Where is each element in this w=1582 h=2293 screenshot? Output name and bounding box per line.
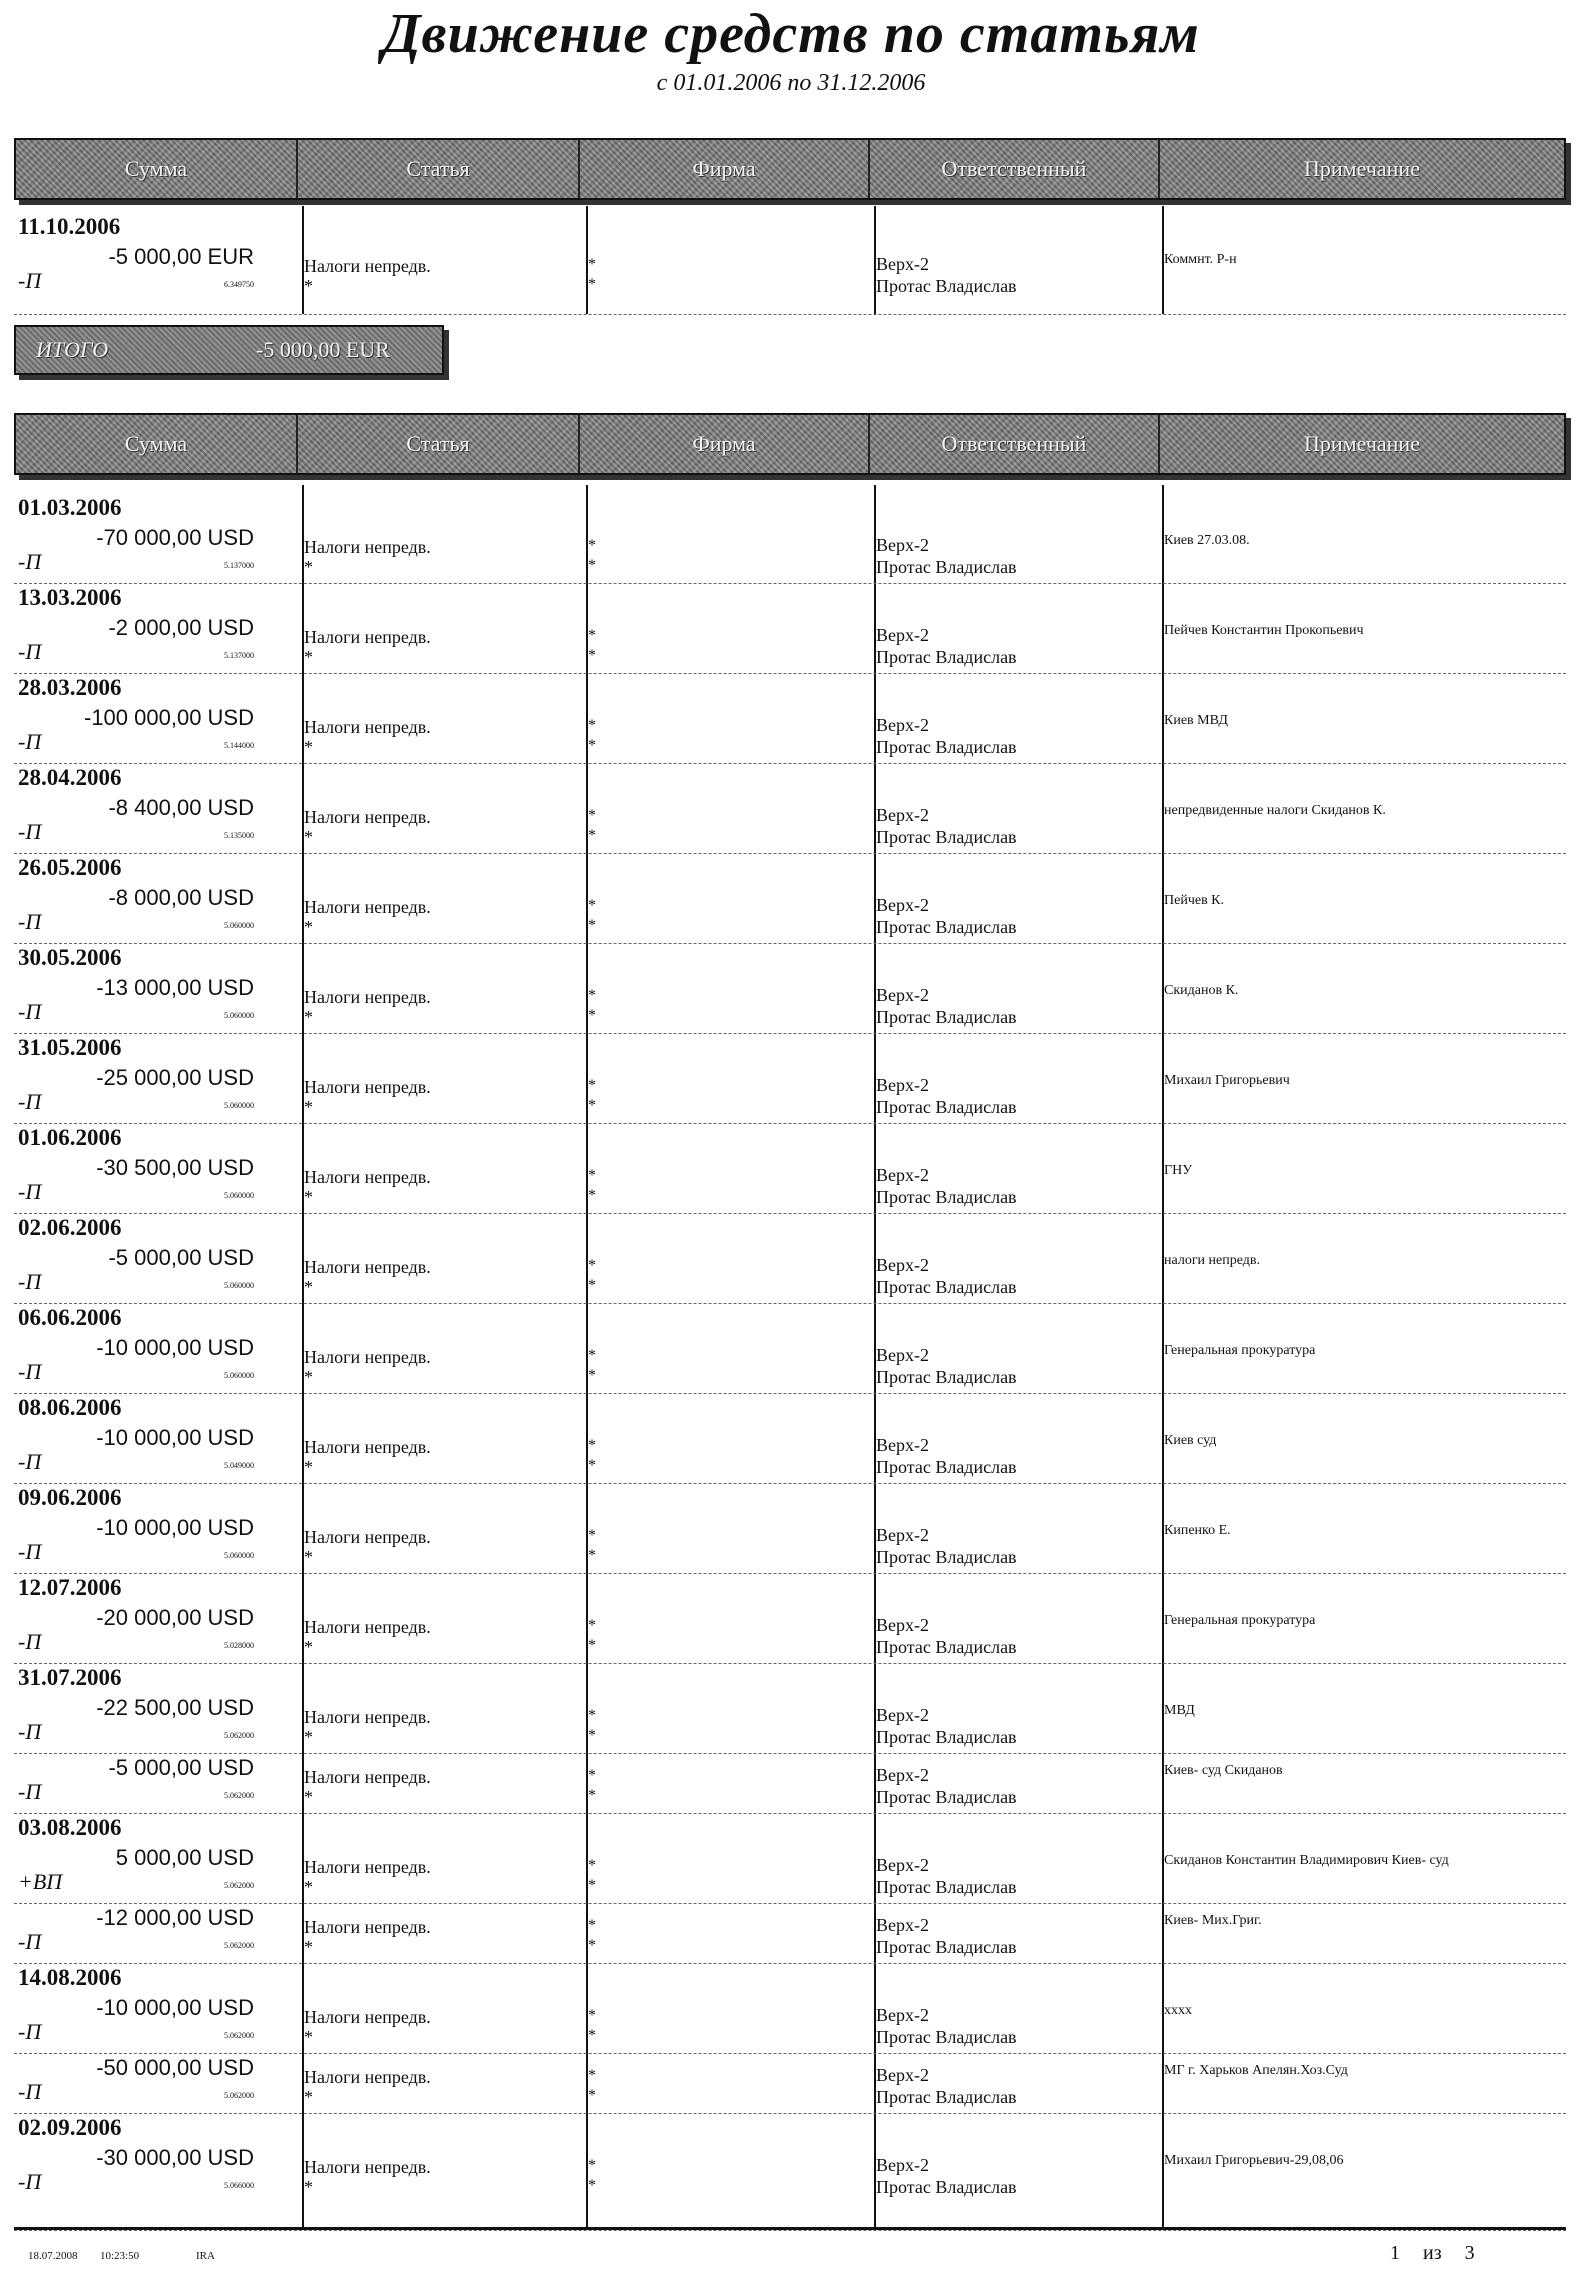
entry-responsible-person: Протас Владислав bbox=[876, 917, 1017, 937]
entry-note: Михаил Григорьевич-29,08,06 bbox=[1164, 2153, 1344, 2168]
table-section-usd bbox=[14, 485, 1566, 2230]
entry-amount: -25 000,00 USD bbox=[96, 1065, 254, 1090]
entry-article-sub: * bbox=[304, 1547, 313, 1567]
total-box bbox=[14, 325, 444, 375]
entry-note: Пейчев К. bbox=[1164, 893, 1225, 908]
entry-code: -П bbox=[18, 549, 42, 574]
entry-firm-sub: * bbox=[588, 2087, 596, 2104]
entry-note: Кипенко Е. bbox=[1164, 1523, 1231, 1538]
entry-article: Налоги непредв. bbox=[304, 1857, 431, 1877]
entry-date: 01.06.2006 bbox=[18, 1125, 122, 1150]
entry-responsible-person: Протас Владислав bbox=[876, 1457, 1017, 1477]
entry-note: Генеральная прокуратура bbox=[1164, 1343, 1316, 1358]
entry-firm: * bbox=[588, 1767, 596, 1784]
entry-responsible-dept: Верх-2 bbox=[876, 1525, 929, 1545]
entry-date: 26.05.2006 bbox=[18, 855, 122, 880]
entry-note: Киев- суд Скиданов bbox=[1164, 1763, 1283, 1778]
entry-article: Налоги непредв. bbox=[304, 1527, 431, 1547]
entry-rate: 5.062000 bbox=[224, 1731, 254, 1740]
entry-firm-sub: * bbox=[588, 557, 596, 574]
column-header-responsible: Ответственный bbox=[870, 140, 1160, 198]
table-bottom-rule bbox=[14, 2227, 1566, 2230]
table-row bbox=[14, 1663, 1566, 1754]
entry-date: 11.10.2006 bbox=[18, 214, 121, 239]
entry-article-sub: * bbox=[304, 1187, 313, 1207]
entry-firm: * bbox=[588, 1527, 596, 1544]
entry-article-sub: * bbox=[304, 1877, 313, 1897]
entry-code: -П bbox=[18, 639, 42, 664]
entry-responsible-person: Протас Владислав bbox=[876, 2027, 1017, 2047]
column-header-note: Примечание bbox=[1304, 156, 1420, 181]
entry-article-sub: * bbox=[304, 1277, 313, 1297]
entry-firm-sub: * bbox=[588, 917, 596, 934]
entry-article: Налоги непредв. bbox=[304, 1257, 431, 1277]
table-header bbox=[14, 413, 1566, 475]
entry-article-sub: * bbox=[304, 1367, 313, 1387]
column-header-article: Статья bbox=[298, 140, 580, 198]
entry-rate: 5.062000 bbox=[224, 2091, 254, 2100]
report-period: с 01.01.2006 по 31.12.2006 bbox=[656, 70, 926, 96]
entry-firm: * bbox=[588, 807, 596, 824]
entry-amount: -5 000,00 USD bbox=[108, 1245, 254, 1270]
total-label: ИТОГО bbox=[36, 337, 109, 362]
entry-article-sub: * bbox=[304, 1937, 313, 1957]
entry-rate: 5.060000 bbox=[224, 921, 254, 930]
entry-article-sub: * bbox=[304, 737, 313, 757]
entry-code: -П bbox=[18, 1269, 42, 1294]
entry-amount: -10 000,00 USD bbox=[96, 1425, 254, 1450]
entry-date: 28.04.2006 bbox=[18, 765, 122, 790]
entry-firm-sub: * bbox=[588, 1187, 596, 1204]
entry-firm-sub: * bbox=[588, 647, 596, 664]
entry-firm-sub: * bbox=[588, 1547, 596, 1564]
entry-responsible-dept: Верх-2 bbox=[876, 2005, 929, 2025]
entry-article: Налоги непредв. bbox=[304, 1707, 431, 1727]
entry-responsible-person: Протас Владислав bbox=[876, 1367, 1017, 1387]
entry-firm: * bbox=[588, 1437, 596, 1454]
entry-code: -П bbox=[18, 1089, 42, 1114]
entry-firm-sub: * bbox=[588, 1367, 596, 1384]
entry-date: 02.06.2006 bbox=[18, 1215, 122, 1240]
page-of-label: из bbox=[1423, 2242, 1442, 2264]
entry-firm: * bbox=[588, 1347, 596, 1364]
column-header-firm: Фирма bbox=[580, 415, 870, 473]
entry-date: 12.07.2006 bbox=[18, 1575, 122, 1600]
entry-firm: * bbox=[588, 2007, 596, 2024]
table-row bbox=[14, 2053, 1566, 2114]
entry-article-sub: * bbox=[304, 276, 313, 296]
entry-date: 30.05.2006 bbox=[18, 945, 122, 970]
column-header-amount: Сумма bbox=[16, 140, 298, 198]
entry-code: -П bbox=[18, 1449, 42, 1474]
entry-firm-sub: * bbox=[588, 1937, 596, 1954]
entry-code: -П bbox=[18, 268, 42, 293]
entry-note: Коммнт. Р-н bbox=[1164, 252, 1237, 267]
entry-rate: 5.062000 bbox=[224, 1941, 254, 1950]
entry-article-sub: * bbox=[304, 1787, 313, 1807]
entry-firm: * bbox=[588, 1857, 596, 1874]
column-header-amount: Сумма bbox=[16, 415, 298, 473]
entry-code: -П bbox=[18, 819, 42, 844]
entry-rate: 5.135000 bbox=[224, 831, 254, 840]
entry-responsible-person: Протас Владислав bbox=[876, 737, 1017, 757]
entry-code: -П bbox=[18, 1779, 42, 1804]
table-row bbox=[14, 853, 1566, 944]
entry-code: -П bbox=[18, 1929, 42, 1954]
entry-responsible-dept: Верх-2 bbox=[876, 2065, 929, 2085]
entry-responsible-person: Протас Владислав bbox=[876, 1187, 1017, 1207]
entry-amount: -5 000,00 USD bbox=[108, 1755, 254, 1780]
entry-firm: * bbox=[588, 897, 596, 914]
entry-rate: 5.062000 bbox=[224, 1791, 254, 1800]
entry-note: МГ г. Харьков Апелян.Хоз.Суд bbox=[1164, 2063, 1348, 2078]
entry-rate: 5.137000 bbox=[224, 651, 254, 660]
entry-firm: * bbox=[588, 987, 596, 1004]
entry-date: 31.05.2006 bbox=[18, 1035, 122, 1060]
entry-responsible-person: Протас Владислав bbox=[876, 1727, 1017, 1747]
column-header-responsible: Ответственный bbox=[870, 415, 1160, 473]
entry-article: Налоги непредв. bbox=[304, 717, 431, 737]
entry-responsible-person: Протас Владислав bbox=[876, 1097, 1017, 1117]
entry-amount: -13 000,00 USD bbox=[96, 975, 254, 1000]
entry-amount: -20 000,00 USD bbox=[96, 1605, 254, 1630]
table-row bbox=[14, 1483, 1566, 1574]
entry-rate: 5.062000 bbox=[224, 2031, 254, 2040]
entry-note: ГНУ bbox=[1164, 1163, 1193, 1178]
entry-code: -П bbox=[18, 1629, 42, 1654]
entry-rate: 5.049000 bbox=[224, 1461, 254, 1470]
entry-responsible-dept: Верх-2 bbox=[876, 1345, 929, 1365]
entry-responsible-dept: Верх-2 bbox=[876, 1915, 929, 1935]
page-indicator bbox=[1390, 2242, 1493, 2265]
entry-code: -П bbox=[18, 2019, 42, 2044]
entry-responsible-dept: Верх-2 bbox=[876, 1255, 929, 1275]
entry-responsible-dept: Верх-2 bbox=[876, 1615, 929, 1635]
entry-responsible-person: Протас Владислав bbox=[876, 1547, 1017, 1567]
entry-firm-sub: * bbox=[588, 1277, 596, 1294]
entry-amount: -5 000,00 EUR bbox=[108, 244, 254, 269]
entry-code: -П bbox=[18, 1359, 42, 1384]
entry-note: Генеральная прокуратура bbox=[1164, 1613, 1316, 1628]
entry-article-sub: * bbox=[304, 1097, 313, 1117]
entry-code: -П bbox=[18, 729, 42, 754]
entry-article-sub: * bbox=[304, 647, 313, 667]
entry-firm: * bbox=[588, 1917, 596, 1934]
entry-responsible-dept: Верх-2 bbox=[876, 1765, 929, 1785]
entry-article: Налоги непредв. bbox=[304, 256, 431, 276]
page-total: 3 bbox=[1464, 2242, 1475, 2264]
table-row bbox=[14, 1123, 1566, 1214]
entry-responsible-person: Протас Владислав bbox=[876, 1787, 1017, 1807]
print-date: 18.07.2008 bbox=[28, 2250, 78, 2262]
entry-firm: * bbox=[588, 1617, 596, 1634]
entry-firm: * bbox=[588, 2157, 596, 2174]
entry-responsible-dept: Верх-2 bbox=[876, 715, 929, 735]
entry-date: 28.03.2006 bbox=[18, 675, 122, 700]
entry-responsible-person: Протас Владислав bbox=[876, 1007, 1017, 1027]
table-row bbox=[14, 1813, 1566, 1904]
entry-firm: * bbox=[588, 537, 596, 554]
entry-rate: 5.060000 bbox=[224, 1281, 254, 1290]
table-row bbox=[14, 1393, 1566, 1484]
entry-responsible-person: Протас Владислав bbox=[876, 1937, 1017, 1957]
entry-article: Налоги непредв. bbox=[304, 2007, 431, 2027]
entry-responsible-dept: Верх-2 bbox=[876, 895, 929, 915]
entry-amount: -8 400,00 USD bbox=[108, 795, 254, 820]
entry-firm-sub: * bbox=[588, 276, 596, 293]
entry-firm-sub: * bbox=[588, 1727, 596, 1744]
table-row bbox=[14, 1033, 1566, 1124]
entry-note: Киев- Мих.Григ. bbox=[1164, 1913, 1262, 1928]
entry-article: Налоги непредв. bbox=[304, 1347, 431, 1367]
table-row bbox=[14, 583, 1566, 674]
entry-responsible-person: Протас Владислав bbox=[876, 1877, 1017, 1897]
entry-code: -П bbox=[18, 1179, 42, 1204]
entry-responsible-person: Протас Владислав bbox=[876, 647, 1017, 667]
entry-article-sub: * bbox=[304, 2087, 313, 2107]
entry-date: 08.06.2006 bbox=[18, 1395, 122, 1420]
entry-firm: * bbox=[588, 1167, 596, 1184]
entry-responsible-dept: Верх-2 bbox=[876, 1435, 929, 1455]
entry-date: 03.08.2006 bbox=[18, 1815, 122, 1840]
entry-amount: -50 000,00 USD bbox=[96, 2055, 254, 2080]
entry-note: непредвиденные налоги Скиданов К. bbox=[1164, 803, 1386, 818]
entry-amount: -8 000,00 USD bbox=[108, 885, 254, 910]
entry-firm: * bbox=[588, 256, 596, 273]
table-row bbox=[14, 1963, 1566, 2054]
entry-amount: -12 000,00 USD bbox=[96, 1905, 254, 1930]
entry-article-sub: * bbox=[304, 557, 313, 577]
entry-responsible-dept: Верх-2 bbox=[876, 1705, 929, 1725]
entry-code: -П bbox=[18, 1719, 42, 1744]
print-user: IRA bbox=[196, 2250, 215, 2262]
entry-article: Налоги непредв. bbox=[304, 1617, 431, 1637]
entry-date: 02.09.2006 bbox=[18, 2115, 122, 2140]
entry-responsible-person: Протас Владислав bbox=[876, 827, 1017, 847]
entry-rate: 5.060000 bbox=[224, 1551, 254, 1560]
entry-article-sub: * bbox=[304, 1727, 313, 1747]
table-row bbox=[14, 1753, 1566, 1814]
entry-responsible-dept: Верх-2 bbox=[876, 625, 929, 645]
entry-code: -П bbox=[18, 1539, 42, 1564]
entry-note: Пейчев Константин Прокопьевич bbox=[1164, 623, 1364, 638]
entry-rate: 5.060000 bbox=[224, 1011, 254, 1020]
entry-firm: * bbox=[588, 627, 596, 644]
entry-article-sub: * bbox=[304, 1637, 313, 1657]
report-title: Движение средств по статьям bbox=[382, 3, 1200, 65]
entry-date: 01.03.2006 bbox=[18, 495, 122, 520]
entry-firm: * bbox=[588, 1707, 596, 1724]
entry-rate: 5.060000 bbox=[224, 1371, 254, 1380]
entry-note: Киев МВД bbox=[1164, 713, 1228, 728]
entry-firm: * bbox=[588, 1077, 596, 1094]
entry-firm-sub: * bbox=[588, 1787, 596, 1804]
entry-amount: -30 500,00 USD bbox=[96, 1155, 254, 1180]
entry-code: -П bbox=[18, 2169, 42, 2194]
entry-date: 09.06.2006 bbox=[18, 1485, 122, 1510]
entry-responsible-dept: Верх-2 bbox=[876, 254, 929, 274]
entry-note: Киев суд bbox=[1164, 1433, 1217, 1448]
entry-responsible-person: Протас Владислав bbox=[876, 557, 1017, 577]
entry-rate: 5.144000 bbox=[224, 741, 254, 750]
entry-article-sub: * bbox=[304, 1007, 313, 1027]
entry-firm-sub: * bbox=[588, 1007, 596, 1024]
entry-article: Налоги непредв. bbox=[304, 987, 431, 1007]
entry-article: Налоги непредв. bbox=[304, 1167, 431, 1187]
entry-article: Налоги непредв. bbox=[304, 2157, 431, 2177]
entry-firm-sub: * bbox=[588, 2027, 596, 2044]
entry-rate: 5.028000 bbox=[224, 1641, 254, 1650]
entry-note: налоги непредв. bbox=[1164, 1253, 1261, 1268]
entry-firm: * bbox=[588, 1257, 596, 1274]
table-row bbox=[14, 673, 1566, 764]
entry-article: Налоги непредв. bbox=[304, 897, 431, 917]
table-row bbox=[14, 1213, 1566, 1304]
entry-amount: -100 000,00 USD bbox=[84, 705, 254, 730]
entry-note: МВД bbox=[1164, 1703, 1195, 1718]
entry-responsible-person: Протас Владислав bbox=[876, 2087, 1017, 2107]
entry-article: Налоги непредв. bbox=[304, 1917, 431, 1937]
entry-rate: 6.349750 bbox=[224, 280, 254, 289]
entry-date: 06.06.2006 bbox=[18, 1305, 122, 1330]
entry-firm-sub: * bbox=[588, 827, 596, 844]
entry-article-sub: * bbox=[304, 827, 313, 847]
entry-responsible-dept: Верх-2 bbox=[876, 2155, 929, 2175]
entry-firm-sub: * bbox=[588, 737, 596, 754]
entry-amount: -2 000,00 USD bbox=[108, 615, 254, 640]
entry-firm: * bbox=[588, 2067, 596, 2084]
entry-firm-sub: * bbox=[588, 2177, 596, 2194]
table-header bbox=[14, 138, 1566, 200]
entry-rate: 5.066000 bbox=[224, 2181, 254, 2190]
entry-code: -П bbox=[18, 909, 42, 934]
entry-rate: 5.060000 bbox=[224, 1101, 254, 1110]
entry-article-sub: * bbox=[304, 917, 313, 937]
entry-responsible-person: Протас Владислав bbox=[876, 1277, 1017, 1297]
entry-rate: 5.137000 bbox=[224, 561, 254, 570]
entry-article: Налоги непредв. bbox=[304, 1767, 431, 1787]
table-row bbox=[14, 943, 1566, 1034]
entry-responsible-person: Протас Владислав bbox=[876, 1637, 1017, 1657]
table-row bbox=[14, 1303, 1566, 1394]
table-row bbox=[14, 763, 1566, 854]
entry-note: Киев 27.03.08. bbox=[1164, 533, 1250, 548]
entry-responsible-dept: Верх-2 bbox=[876, 1075, 929, 1095]
page-number: 1 bbox=[1390, 2242, 1400, 2264]
entry-code: +ВП bbox=[18, 1869, 63, 1894]
entry-article: Налоги непредв. bbox=[304, 537, 431, 557]
column-header-firm: Фирма bbox=[580, 140, 870, 198]
table-row bbox=[14, 1573, 1566, 1664]
entry-article-sub: * bbox=[304, 2177, 313, 2197]
entry-note: Скиданов Константин Владимирович Киев- суд bbox=[1164, 1853, 1449, 1868]
entry-amount: -70 000,00 USD bbox=[96, 525, 254, 550]
entry-article: Налоги непредв. bbox=[304, 627, 431, 647]
total-value: -5 000,00 EUR bbox=[256, 337, 390, 362]
entry-firm: * bbox=[588, 717, 596, 734]
entry-responsible-person: Протас Владислав bbox=[876, 2177, 1017, 2197]
entry-amount: -10 000,00 USD bbox=[96, 1515, 254, 1540]
entry-firm-sub: * bbox=[588, 1637, 596, 1654]
entry-note: хххх bbox=[1164, 2003, 1192, 2018]
entry-article-sub: * bbox=[304, 1457, 313, 1477]
entry-article: Налоги непредв. bbox=[304, 2067, 431, 2087]
table-row bbox=[14, 212, 1566, 315]
table-section-eur bbox=[14, 206, 1566, 314]
entry-responsible-dept: Верх-2 bbox=[876, 985, 929, 1005]
entry-note: Михаил Григорьевич bbox=[1164, 1073, 1290, 1088]
column-header-article: Статья bbox=[298, 415, 580, 473]
entry-firm-sub: * bbox=[588, 1457, 596, 1474]
entry-amount: -30 000,00 USD bbox=[96, 2145, 254, 2170]
entry-article: Налоги непредв. bbox=[304, 1437, 431, 1457]
entry-article: Налоги непредв. bbox=[304, 807, 431, 827]
entry-amount: 5 000,00 USD bbox=[115, 1845, 254, 1870]
column-header-note: Примечание bbox=[1304, 431, 1420, 456]
entry-amount: -10 000,00 USD bbox=[96, 1995, 254, 2020]
entry-date: 13.03.2006 bbox=[18, 585, 122, 610]
entry-rate: 5.060000 bbox=[224, 1191, 254, 1200]
print-time: 10:23:50 bbox=[100, 2250, 140, 2262]
entry-responsible-dept: Верх-2 bbox=[876, 1165, 929, 1185]
entry-firm-sub: * bbox=[588, 1877, 596, 1894]
entry-date: 31.07.2006 bbox=[18, 1665, 122, 1690]
entry-responsible-dept: Верх-2 bbox=[876, 535, 929, 555]
entry-amount: -22 500,00 USD bbox=[96, 1695, 254, 1720]
entry-rate: 5.062000 bbox=[224, 1881, 254, 1890]
entry-note: Скиданов К. bbox=[1164, 983, 1239, 998]
table-row bbox=[14, 2113, 1566, 2231]
entry-date: 14.08.2006 bbox=[18, 1965, 122, 1990]
entry-firm-sub: * bbox=[588, 1097, 596, 1114]
entry-article-sub: * bbox=[304, 2027, 313, 2047]
entry-amount: -10 000,00 USD bbox=[96, 1335, 254, 1360]
entry-code: -П bbox=[18, 2079, 42, 2104]
entry-responsible-person: Протас Владислав bbox=[876, 276, 1017, 296]
table-row bbox=[14, 493, 1566, 584]
entry-responsible-dept: Верх-2 bbox=[876, 1855, 929, 1875]
table-row bbox=[14, 1903, 1566, 1964]
entry-responsible-dept: Верх-2 bbox=[876, 805, 929, 825]
entry-code: -П bbox=[18, 999, 42, 1024]
entry-article: Налоги непредв. bbox=[304, 1077, 431, 1097]
